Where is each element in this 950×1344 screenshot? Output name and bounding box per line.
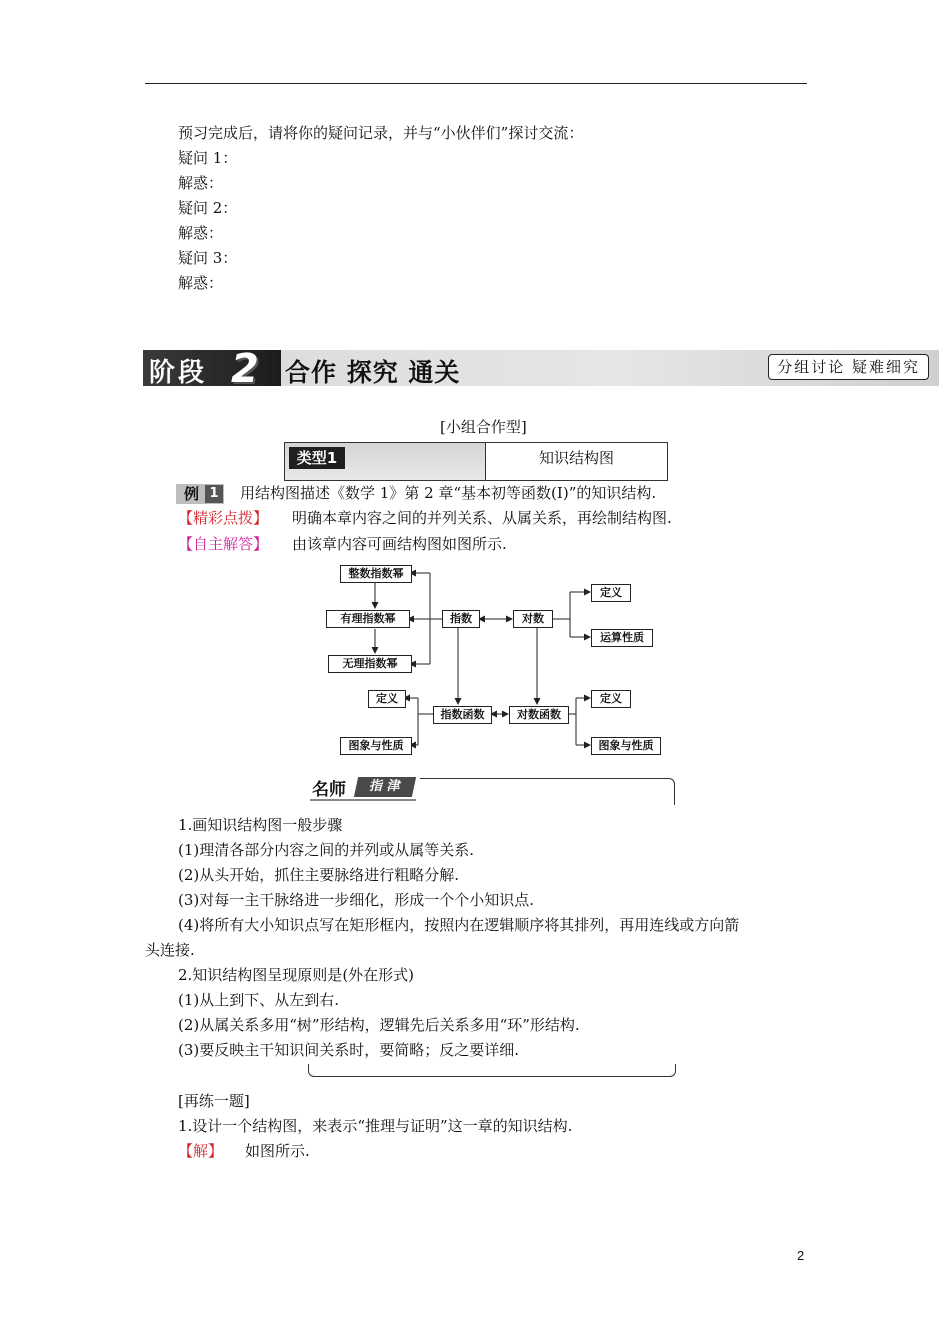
node-exponent: 指数: [442, 610, 480, 628]
example-number: 1: [205, 485, 223, 503]
section-label: [小组合作型]: [440, 418, 527, 436]
guide-line-10: (3)要反映主干知识间关系时，要简略；反之要详细.: [178, 1041, 520, 1059]
question-1-label: 疑问 1：: [178, 149, 238, 167]
practice-question-1: 1.设计一个结构图，来表示“推理与证明”这一章的知识结构.: [178, 1117, 573, 1135]
guide-frame-bottom: [308, 1064, 676, 1077]
stage-tag: 分组讨论 疑难细究: [768, 354, 929, 380]
answer-1-label: 解惑：: [178, 174, 224, 192]
guide-line-9: (2)从属关系多用“树”形结构，逻辑先后关系多用“环”形结构.: [178, 1016, 580, 1034]
guide-line-3: (2)从头开始，抓住主要脉络进行粗略分解.: [178, 866, 460, 884]
node-exp-graph: 图象与性质: [340, 737, 412, 755]
answer-2-label: 解惑：: [178, 224, 224, 242]
stage-title: 合作 探究 通关: [285, 358, 461, 387]
practice-label: [再练一题]: [178, 1092, 250, 1110]
node-log-function: 对数函数: [509, 706, 569, 724]
solution-label: 【解】: [178, 1142, 224, 1160]
page-number: 2: [797, 1248, 805, 1263]
node-logarithm: 对数: [513, 610, 553, 628]
guide-line-6: 头连接.: [145, 941, 195, 959]
preview-intro: 预习完成后，请将你的疑问记录，并与“小伙伴们”探讨交流：: [178, 124, 584, 142]
stage-text: 阶段: [149, 358, 208, 388]
guide-line-4: (3)对每一主干脉络进一步细化，形成一个个小知识点.: [178, 891, 535, 909]
example-text: 用结构图描述《数学 1》第 2 章“基本初等函数(Ⅰ)”的知识结构.: [240, 484, 657, 502]
hint-label: 【精彩点拨】: [178, 509, 269, 527]
guide-heading: [310, 775, 416, 801]
node-exp-definition: 定义: [368, 690, 406, 708]
answer-3-label: 解惑：: [178, 274, 224, 292]
node-log-definition: 定义: [591, 584, 631, 602]
stage-number: 2: [231, 346, 259, 392]
answer-text: 由该章内容可画结构图如图所示.: [292, 535, 507, 553]
question-3-label: 疑问 3：: [178, 249, 238, 267]
node-irrational-power: 无理指数幂: [328, 655, 412, 673]
guide-heading-a: 名师: [312, 780, 346, 800]
node-exp-function: 指数函数: [433, 706, 492, 724]
type-topic: 知识结构图: [538, 449, 614, 467]
node-integer-power: 整数指数幂: [340, 565, 412, 583]
guide-line-8: (1)从上到下、从左到右.: [178, 991, 340, 1009]
guide-line-1: 1.画知识结构图一般步骤: [178, 816, 343, 834]
guide-frame-top: [420, 778, 675, 805]
example-tag-text: 例: [184, 485, 200, 503]
solution-text: 如图所示.: [245, 1142, 310, 1160]
node-logf-graph: 图象与性质: [591, 737, 661, 755]
guide-line-5: (4)将所有大小知识点写在矩形框内，按照内在逻辑顺序将其排列，再用连线或方向箭: [178, 916, 740, 934]
answer-label: 【自主解答】: [178, 535, 269, 553]
question-2-label: 疑问 2：: [178, 199, 238, 217]
node-logf-definition: 定义: [591, 690, 631, 708]
node-rational-power: 有理指数幂: [326, 610, 410, 628]
type-label: 类型1: [289, 447, 345, 469]
hint-text: 明确本章内容之间的并列关系、从属关系，再绘制结构图.: [292, 509, 672, 527]
guide-heading-b: 指 津: [354, 777, 416, 797]
guide-line-7: 2.知识结构图呈现原则是(外在形式): [178, 966, 415, 984]
guide-line-2: (1)理清各部分内容之间的并列或从属等关系.: [178, 841, 475, 859]
node-log-operations: 运算性质: [591, 629, 653, 647]
